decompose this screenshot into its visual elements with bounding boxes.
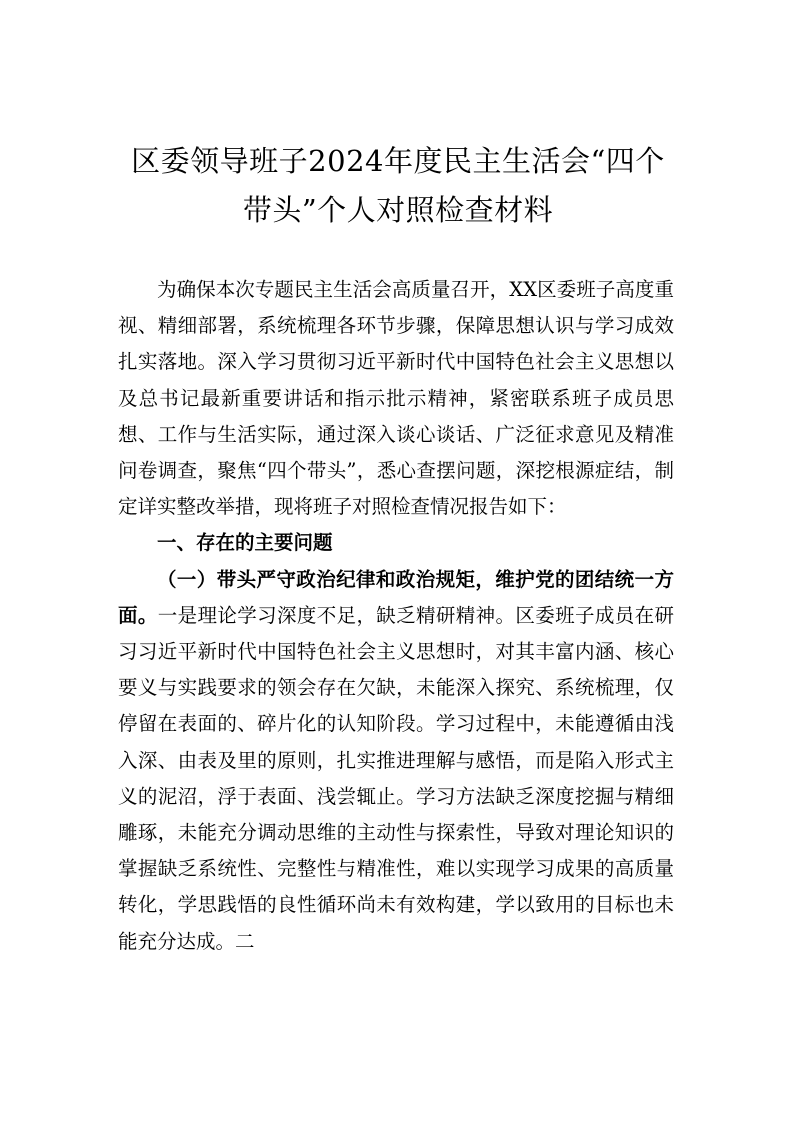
document-body: [118, 272, 674, 960]
subsection-lead: （一）带头严守政治纪律和政治规矩，维护党的团结统一方面。: [118, 567, 674, 627]
intro-paragraph: 为确保本次专题民主生活会高质量召开，XX区委班子高度重视、精细部署，系统梳理各环节步骤，保障思想认识与学习成效扎实落地。深入学习贯彻习近平新时代中国特色社会主义思想以及总书记最新重要讲话和指示批示精神，紧密联系班子成员思想、工作与生活实际，通过深入谈心谈话、广泛征求意见及精准问卷调查，聚焦“四个带头”，悉心查摆问题，深挖根源症结，制定详实整改举措，现将班子对照检查情况报告如下：: [118, 278, 674, 519]
section-heading: 一、存在的主要问题: [157, 531, 333, 555]
subsection-body: 一是理论学习深度不足，缺乏精研精神。区委班子成员在研习习近平新时代中国特色社会主义思想时，对其丰富内涵、核心要义与实践要求的领会存在欠缺，未能深入探究、系统梳理，仅停留在表面的、碎片化的认知阶段。学习过程中，未能遵循由浅入深、由表及里的原则，扎实推进理解与感悟，而是陷入形式主义的泥沼，浮于表面、浅尝辄止。学习方法缺乏深度挖掘与精细雕琢，未能充分调动思维的主动性与探索性，导致对理论知识的掌握缺乏系统性、完整性与精准性，难以实现学习成果的高质量转化，学思践悟的良性循环尚未有效构建，学以致用的目标也未能充分达成。二: [118, 603, 674, 953]
document-title: 区委领导班子2024年度民主生活会“四个带头”个人对照检查材料: [131, 144, 665, 227]
subsection-paragraph: [118, 562, 674, 960]
